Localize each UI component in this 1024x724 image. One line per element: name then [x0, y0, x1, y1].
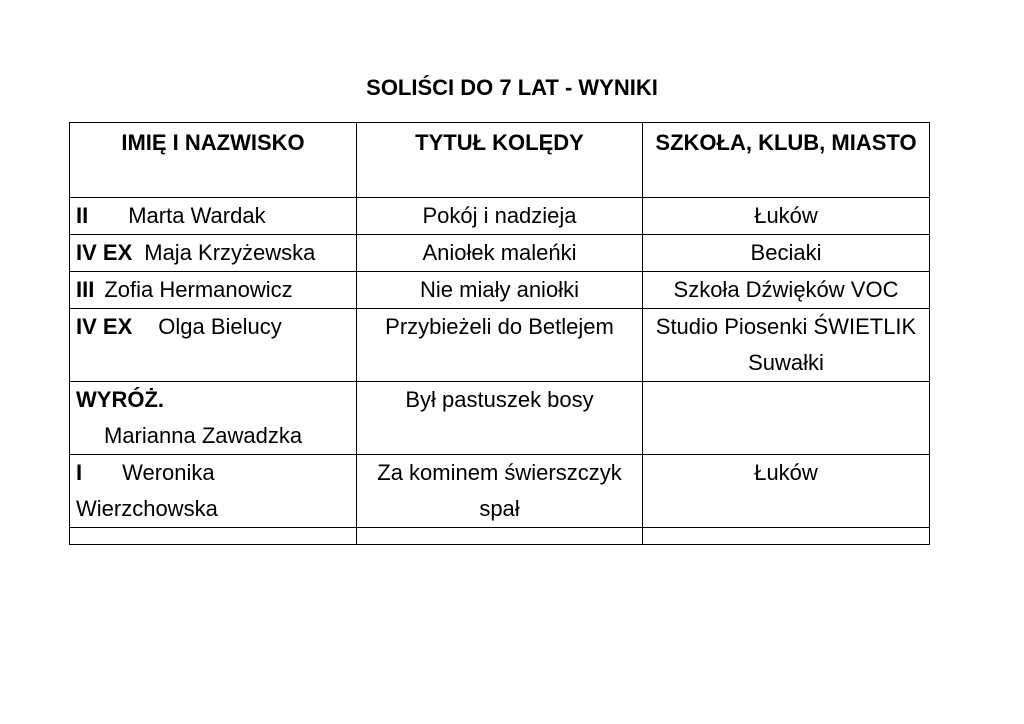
table-row — [70, 272, 930, 309]
results-table — [69, 122, 930, 545]
name-cell — [70, 272, 357, 309]
award-label: WYRÓŻ. — [76, 387, 164, 412]
name-cell — [70, 455, 357, 528]
contestant-name: Maja Krzyżewska — [144, 240, 316, 265]
contestant-name: Marianna Zawadzka — [104, 423, 303, 448]
table-header-row — [70, 123, 930, 198]
header-school: SZKOŁA, KLUB, MIASTO — [643, 123, 930, 198]
song-cell: Aniołek maleńki — [357, 235, 643, 272]
table-row — [70, 455, 930, 528]
song-cell: Był pastuszek bosy — [357, 382, 643, 455]
table-row — [70, 198, 930, 235]
table-row — [70, 382, 930, 455]
award-label: IV EX — [76, 314, 133, 339]
school-cell: Szkoła Dźwięków VOC — [643, 272, 930, 309]
contestant-name: Marta Wardak — [128, 203, 266, 228]
contestant-name: Olga Bielucy — [158, 314, 282, 339]
award-label: IV EX — [76, 240, 133, 265]
table-row — [70, 309, 930, 382]
empty-cell — [643, 528, 930, 545]
header-song: TYTUŁ KOLĘDY — [357, 123, 643, 198]
page-title: SOLIŚCI DO 7 LAT - WYNIKI — [366, 75, 658, 100]
award-label: III — [76, 277, 95, 302]
contestant-name: Zofia Hermanowicz — [104, 277, 293, 302]
school-cell — [643, 382, 930, 455]
name-cell — [70, 382, 357, 455]
empty-cell — [70, 528, 357, 545]
award-label: II — [76, 203, 89, 228]
song-cell: Pokój i nadzieja — [357, 198, 643, 235]
empty-table-row — [70, 528, 930, 545]
school-cell: Łuków — [643, 198, 930, 235]
school-cell: Studio Piosenki ŚWIETLIK Suwałki — [643, 309, 930, 382]
song-cell: Przybieżeli do Betlejem — [357, 309, 643, 382]
header-name: IMIĘ I NAZWISKO — [70, 123, 357, 198]
name-cell — [70, 235, 357, 272]
contestant-name: Weronika Wierzchowska — [76, 460, 218, 521]
school-cell: Łuków — [643, 455, 930, 528]
school-cell: Beciaki — [643, 235, 930, 272]
song-cell: Nie miały aniołki — [357, 272, 643, 309]
empty-cell — [357, 528, 643, 545]
name-cell — [70, 309, 357, 382]
name-cell — [70, 198, 357, 235]
award-label: I — [76, 460, 83, 485]
table-row — [70, 235, 930, 272]
song-cell: Za kominem świerszczyk spał — [357, 455, 643, 528]
